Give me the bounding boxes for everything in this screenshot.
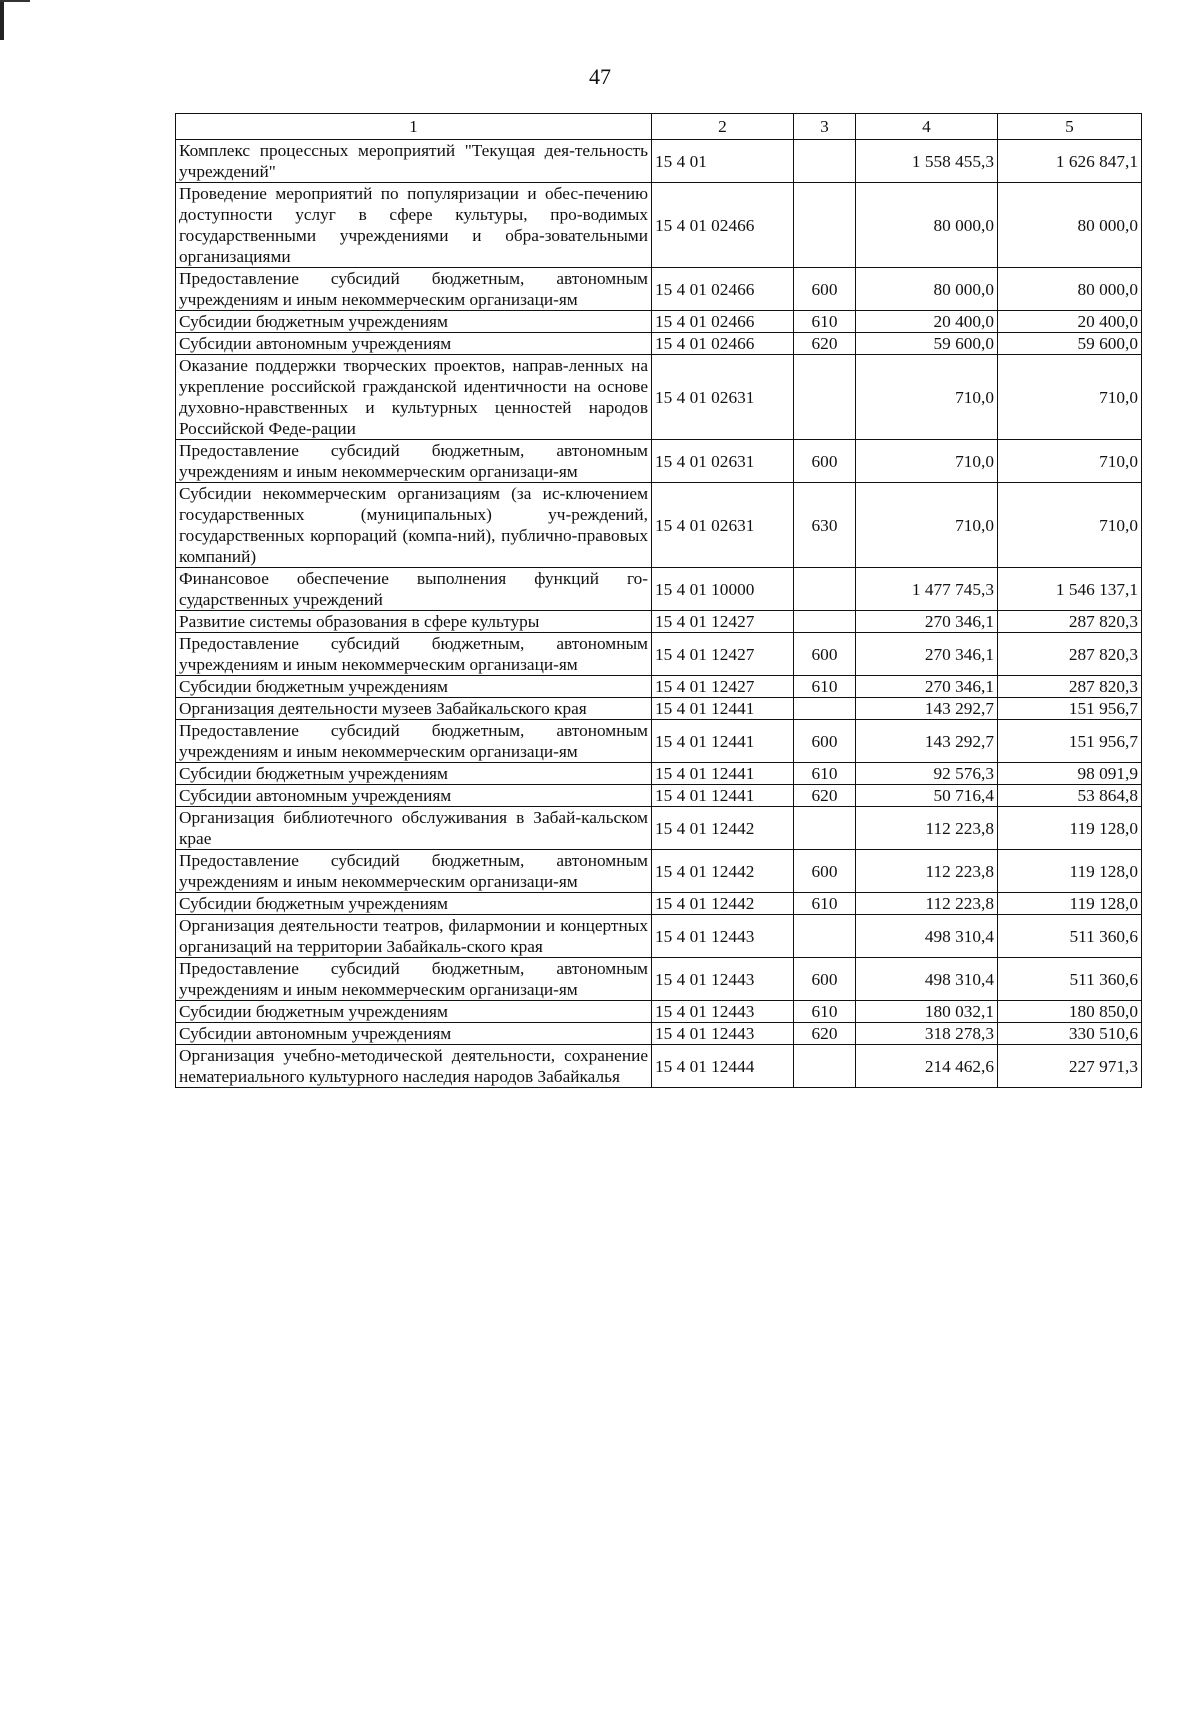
cell-name: Субсидии бюджетным учреждениям xyxy=(176,311,652,333)
cell-amount-col4: 710,0 xyxy=(856,440,998,483)
table-header-row xyxy=(176,114,1142,140)
cell-code: 15 4 01 02466 xyxy=(652,183,794,268)
cell-amount-col4: 710,0 xyxy=(856,355,998,440)
cell-amount-col5: 53 864,8 xyxy=(998,785,1142,807)
cell-amount-col4: 1 477 745,3 xyxy=(856,568,998,611)
table-row xyxy=(176,333,1142,355)
cell-expense-type: 600 xyxy=(794,958,856,1001)
cell-expense-type xyxy=(794,1045,856,1088)
cell-code: 15 4 01 02631 xyxy=(652,355,794,440)
cell-amount-col4: 50 716,4 xyxy=(856,785,998,807)
column-header-2: 2 xyxy=(652,114,794,140)
cell-code: 15 4 01 12443 xyxy=(652,1001,794,1023)
cell-expense-type xyxy=(794,698,856,720)
table-row xyxy=(176,915,1142,958)
cell-code: 15 4 01 12444 xyxy=(652,1045,794,1088)
cell-amount-col5: 20 400,0 xyxy=(998,311,1142,333)
cell-amount-col4: 112 223,8 xyxy=(856,893,998,915)
cell-expense-type: 600 xyxy=(794,633,856,676)
cell-amount-col4: 270 346,1 xyxy=(856,633,998,676)
cell-code: 15 4 01 12441 xyxy=(652,698,794,720)
cell-amount-col4: 498 310,4 xyxy=(856,915,998,958)
cell-expense-type xyxy=(794,807,856,850)
cell-amount-col5: 80 000,0 xyxy=(998,183,1142,268)
table-row xyxy=(176,268,1142,311)
cell-name: Комплекс процессных мероприятий "Текущая дея-тельность учреждений" xyxy=(176,140,652,183)
table-row xyxy=(176,355,1142,440)
cell-name: Предоставление субсидий бюджетным, автономным учреждениям и иным некоммерческим организаци-ям xyxy=(176,268,652,311)
cell-code: 15 4 01 02631 xyxy=(652,483,794,568)
cell-amount-col4: 20 400,0 xyxy=(856,311,998,333)
cell-amount-col5: 287 820,3 xyxy=(998,633,1142,676)
cell-code: 15 4 01 12443 xyxy=(652,915,794,958)
table-row xyxy=(176,1001,1142,1023)
cell-amount-col4: 498 310,4 xyxy=(856,958,998,1001)
cell-amount-col5: 119 128,0 xyxy=(998,807,1142,850)
cell-code: 15 4 01 02466 xyxy=(652,311,794,333)
cell-amount-col4: 92 576,3 xyxy=(856,763,998,785)
cell-amount-col5: 119 128,0 xyxy=(998,893,1142,915)
cell-expense-type: 610 xyxy=(794,893,856,915)
cell-amount-col4: 112 223,8 xyxy=(856,807,998,850)
column-header-4: 4 xyxy=(856,114,998,140)
table-row xyxy=(176,140,1142,183)
cell-name: Организация библиотечного обслуживания в Забай-кальском крае xyxy=(176,807,652,850)
page-number: 47 xyxy=(589,64,611,89)
column-header-3: 3 xyxy=(794,114,856,140)
budget-table xyxy=(175,113,1142,1088)
table-row xyxy=(176,893,1142,915)
table-row xyxy=(176,785,1142,807)
table-row xyxy=(176,483,1142,568)
cell-name: Развитие системы образования в сфере культуры xyxy=(176,611,652,633)
cell-name: Субсидии автономным учреждениям xyxy=(176,333,652,355)
cell-code: 15 4 01 12442 xyxy=(652,807,794,850)
cell-code: 15 4 01 12427 xyxy=(652,633,794,676)
cell-name: Субсидии бюджетным учреждениям xyxy=(176,1001,652,1023)
table-row xyxy=(176,183,1142,268)
cell-code: 15 4 01 12442 xyxy=(652,893,794,915)
cell-expense-type: 600 xyxy=(794,440,856,483)
cell-amount-col4: 143 292,7 xyxy=(856,698,998,720)
cell-amount-col4: 112 223,8 xyxy=(856,850,998,893)
table-row xyxy=(176,807,1142,850)
cell-name: Субсидии бюджетным учреждениям xyxy=(176,893,652,915)
cell-amount-col4: 1 558 455,3 xyxy=(856,140,998,183)
cell-expense-type xyxy=(794,355,856,440)
cell-expense-type xyxy=(794,140,856,183)
table-row xyxy=(176,440,1142,483)
table-row xyxy=(176,1023,1142,1045)
cell-amount-col4: 80 000,0 xyxy=(856,183,998,268)
cell-amount-col4: 59 600,0 xyxy=(856,333,998,355)
cell-amount-col5: 1 626 847,1 xyxy=(998,140,1142,183)
table-row xyxy=(176,611,1142,633)
cell-amount-col4: 270 346,1 xyxy=(856,676,998,698)
cell-name: Субсидии автономным учреждениям xyxy=(176,1023,652,1045)
cell-expense-type: 600 xyxy=(794,850,856,893)
cell-code: 15 4 01 xyxy=(652,140,794,183)
cell-expense-type xyxy=(794,568,856,611)
cell-expense-type: 620 xyxy=(794,785,856,807)
scan-edge-line xyxy=(0,0,30,2)
cell-code: 15 4 01 12443 xyxy=(652,958,794,1001)
cell-amount-col4: 318 278,3 xyxy=(856,1023,998,1045)
cell-name: Предоставление субсидий бюджетным, автономным учреждениям и иным некоммерческим организаци-ям xyxy=(176,440,652,483)
table-row xyxy=(176,763,1142,785)
cell-expense-type: 610 xyxy=(794,1001,856,1023)
cell-expense-type: 620 xyxy=(794,333,856,355)
cell-name: Субсидии автономным учреждениям xyxy=(176,785,652,807)
cell-amount-col5: 710,0 xyxy=(998,355,1142,440)
cell-amount-col5: 98 091,9 xyxy=(998,763,1142,785)
cell-name: Организация учебно-методической деятельности, сохранение нематериального культурного наследия народов Забайкалья xyxy=(176,1045,652,1088)
cell-amount-col5: 80 000,0 xyxy=(998,268,1142,311)
cell-name: Проведение мероприятий по популяризации и обес-печению доступности услуг в сфере культуры, про-водимых государственными учреждениями и обра-зовательными организациями xyxy=(176,183,652,268)
cell-amount-col5: 287 820,3 xyxy=(998,676,1142,698)
cell-name: Финансовое обеспечение выполнения функций го-сударственных учреждений xyxy=(176,568,652,611)
cell-expense-type: 610 xyxy=(794,763,856,785)
cell-name: Предоставление субсидий бюджетным, автономным учреждениям и иным некоммерческим организаци-ям xyxy=(176,720,652,763)
cell-amount-col4: 214 462,6 xyxy=(856,1045,998,1088)
cell-expense-type xyxy=(794,183,856,268)
cell-name: Предоставление субсидий бюджетным, автономным учреждениям и иным некоммерческим организаци-ям xyxy=(176,850,652,893)
cell-amount-col5: 1 546 137,1 xyxy=(998,568,1142,611)
table-row xyxy=(176,720,1142,763)
cell-amount-col4: 80 000,0 xyxy=(856,268,998,311)
table-row xyxy=(176,676,1142,698)
cell-expense-type: 630 xyxy=(794,483,856,568)
cell-amount-col5: 151 956,7 xyxy=(998,698,1142,720)
cell-code: 15 4 01 02466 xyxy=(652,333,794,355)
table-row xyxy=(176,568,1142,611)
cell-name: Оказание поддержки творческих проектов, направ-ленных на укрепление российской гражданской идентичности на основе духовно-нравственных и культурных ценностей народов Российской Феде-рации xyxy=(176,355,652,440)
cell-name: Субсидии бюджетным учреждениям xyxy=(176,763,652,785)
table-row xyxy=(176,698,1142,720)
cell-name: Организация деятельности музеев Забайкальского края xyxy=(176,698,652,720)
table-row xyxy=(176,958,1142,1001)
scan-edge-mark xyxy=(0,0,4,40)
table-row xyxy=(176,311,1142,333)
cell-amount-col5: 511 360,6 xyxy=(998,915,1142,958)
cell-expense-type: 610 xyxy=(794,676,856,698)
cell-code: 15 4 01 12441 xyxy=(652,763,794,785)
cell-expense-type: 620 xyxy=(794,1023,856,1045)
cell-name: Субсидии некоммерческим организациям (за ис-ключением государственных (муниципальных) уч-реждений, государственных корпораций (компа-ний), публично-правовых компаний) xyxy=(176,483,652,568)
cell-amount-col5: 119 128,0 xyxy=(998,850,1142,893)
cell-code: 15 4 01 12442 xyxy=(652,850,794,893)
cell-code: 15 4 01 12441 xyxy=(652,720,794,763)
cell-name: Субсидии бюджетным учреждениям xyxy=(176,676,652,698)
cell-amount-col4: 270 346,1 xyxy=(856,611,998,633)
cell-amount-col5: 59 600,0 xyxy=(998,333,1142,355)
cell-name: Предоставление субсидий бюджетным, автономным учреждениям и иным некоммерческим организаци-ям xyxy=(176,633,652,676)
cell-amount-col5: 710,0 xyxy=(998,483,1142,568)
cell-code: 15 4 01 02466 xyxy=(652,268,794,311)
cell-amount-col4: 180 032,1 xyxy=(856,1001,998,1023)
table-row xyxy=(176,850,1142,893)
cell-code: 15 4 01 12427 xyxy=(652,611,794,633)
cell-code: 15 4 01 10000 xyxy=(652,568,794,611)
cell-code: 15 4 01 12441 xyxy=(652,785,794,807)
cell-amount-col5: 511 360,6 xyxy=(998,958,1142,1001)
column-header-1: 1 xyxy=(176,114,652,140)
cell-expense-type: 600 xyxy=(794,720,856,763)
cell-name: Предоставление субсидий бюджетным, автономным учреждениям и иным некоммерческим организаци-ям xyxy=(176,958,652,1001)
cell-amount-col5: 151 956,7 xyxy=(998,720,1142,763)
cell-code: 15 4 01 02631 xyxy=(652,440,794,483)
cell-expense-type xyxy=(794,611,856,633)
cell-amount-col4: 143 292,7 xyxy=(856,720,998,763)
column-header-5: 5 xyxy=(998,114,1142,140)
cell-code: 15 4 01 12443 xyxy=(652,1023,794,1045)
cell-expense-type xyxy=(794,915,856,958)
cell-amount-col5: 180 850,0 xyxy=(998,1001,1142,1023)
cell-amount-col5: 287 820,3 xyxy=(998,611,1142,633)
table-row xyxy=(176,1045,1142,1088)
cell-amount-col4: 710,0 xyxy=(856,483,998,568)
cell-amount-col5: 710,0 xyxy=(998,440,1142,483)
cell-name: Организация деятельности театров, филармонии и концертных организаций на территории Забайкаль-ского края xyxy=(176,915,652,958)
cell-amount-col5: 330 510,6 xyxy=(998,1023,1142,1045)
cell-expense-type: 610 xyxy=(794,311,856,333)
cell-code: 15 4 01 12427 xyxy=(652,676,794,698)
cell-expense-type: 600 xyxy=(794,268,856,311)
table-row xyxy=(176,633,1142,676)
cell-amount-col5: 227 971,3 xyxy=(998,1045,1142,1088)
